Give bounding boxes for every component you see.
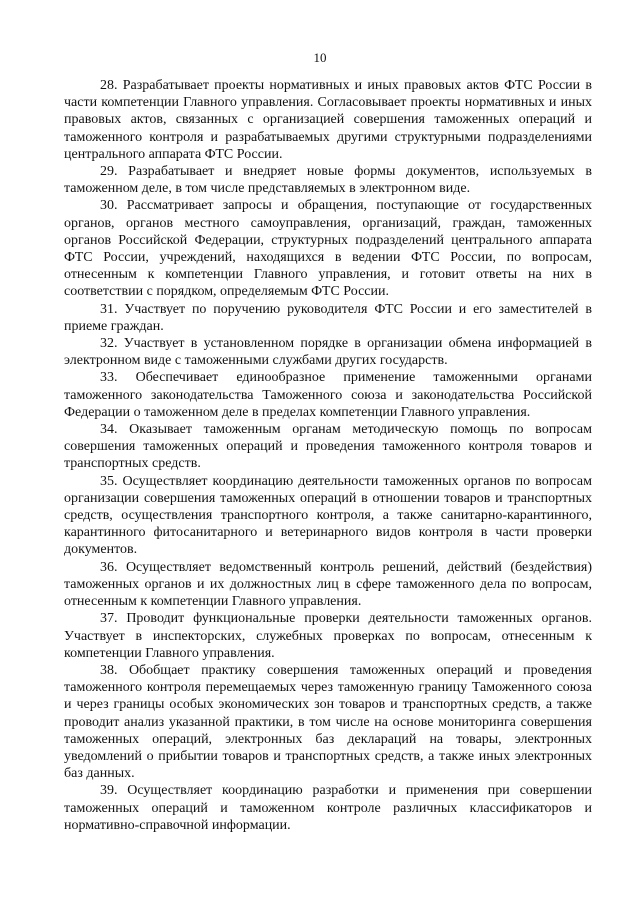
paragraph-31: 31. Участвует по поручению руководителя ФТС России и его заместителей в приеме граждан.: [64, 301, 592, 334]
paragraph-33: 33. Обеспечивает единообразное применение таможенными органами таможенного законодательства Таможенного союза и законодательства Российской Федерации о таможенном деле в пределах компетенции Главного управления.: [64, 370, 592, 420]
paragraph-38: 38. Обобщает практику совершения таможенных операций и проведения таможенного контроля перемещаемых через таможенную границу Таможенного союза и через границы особых экономических зон товаров и транспортных средств, а также проводит анализ указанной практики, в том числе на основе мониторинга совершения таможенных операций, электронных баз деклараций на товары, электронных уведомлений о прибытии товаров и транспортных средств, а также иных электронных баз данных.: [64, 662, 592, 782]
paragraph-36: 36. Осуществляет ведомственный контроль решений, действий (бездействия) таможенных органов и их должностных лиц в сфере таможенного дела по вопросам, отнесенным к компетенции Главного управления.: [64, 559, 592, 610]
paragraph-30: 30. Рассматривает запросы и обращения, поступающие от государственных органов, органов местного самоуправления, организаций, граждан, таможенных органов Российской Федерации, структурных подразделений центрального аппарата ФТС России, учреждений, находящихся в ведении ФТС России, по вопросам, отнесенным к компетенции Главного управления, и готовит ответы на них в соответствии с порядком, определяемым ФТС России.: [64, 198, 592, 300]
paragraph-29: 29. Разрабатывает и внедряет новые формы документов, используемых в таможенном деле, в том числе представляемых в электронном виде.: [64, 164, 592, 197]
paragraph-39: 39. Осуществляет координацию разработки и применения при совершении таможенных операций и таможенном контроле различных классификаторов и нормативно-справочной информации.: [64, 783, 592, 833]
paragraph-37: 37. Проводит функциональные проверки деятельности таможенных органов. Участвует в инспекторских, служебных проверках по вопросам, отнесенным к компетенции Главного управления.: [64, 611, 592, 661]
paragraph-35: 35. Осуществляет координацию деятельности таможенных органов по вопросам организации совершения таможенных операций в отношении товаров и транспортных средств, осуществления транспортного контроля, а также санитарно-карантинного, карантинного фитосанитарного и ветеринарного видов контроля в части проверки документов.: [64, 473, 592, 558]
paragraph-34: 34. Оказывает таможенным органам методическую помощь по вопросам совершения таможенных операций и проведения таможенного контроля товаров и транспортных средств.: [64, 422, 592, 472]
paragraph-32: 32. Участвует в установленном порядке в организации обмена информацией в электронном виде с таможенными службами других государств.: [64, 336, 592, 369]
page-number: 10: [313, 50, 327, 65]
paragraph-28: 28. Разрабатывает проекты нормативных и иных правовых актов ФТС России в части компетенции Главного управления. Согласовывает проекты нормативных и иных правовых актов, связанных с организацией совершения таможенных операций и таможенного контроля и разрабатываемых другими структурными подразделениями центрального аппарата ФТС России.: [64, 78, 592, 162]
document-body: [64, 77, 592, 834]
